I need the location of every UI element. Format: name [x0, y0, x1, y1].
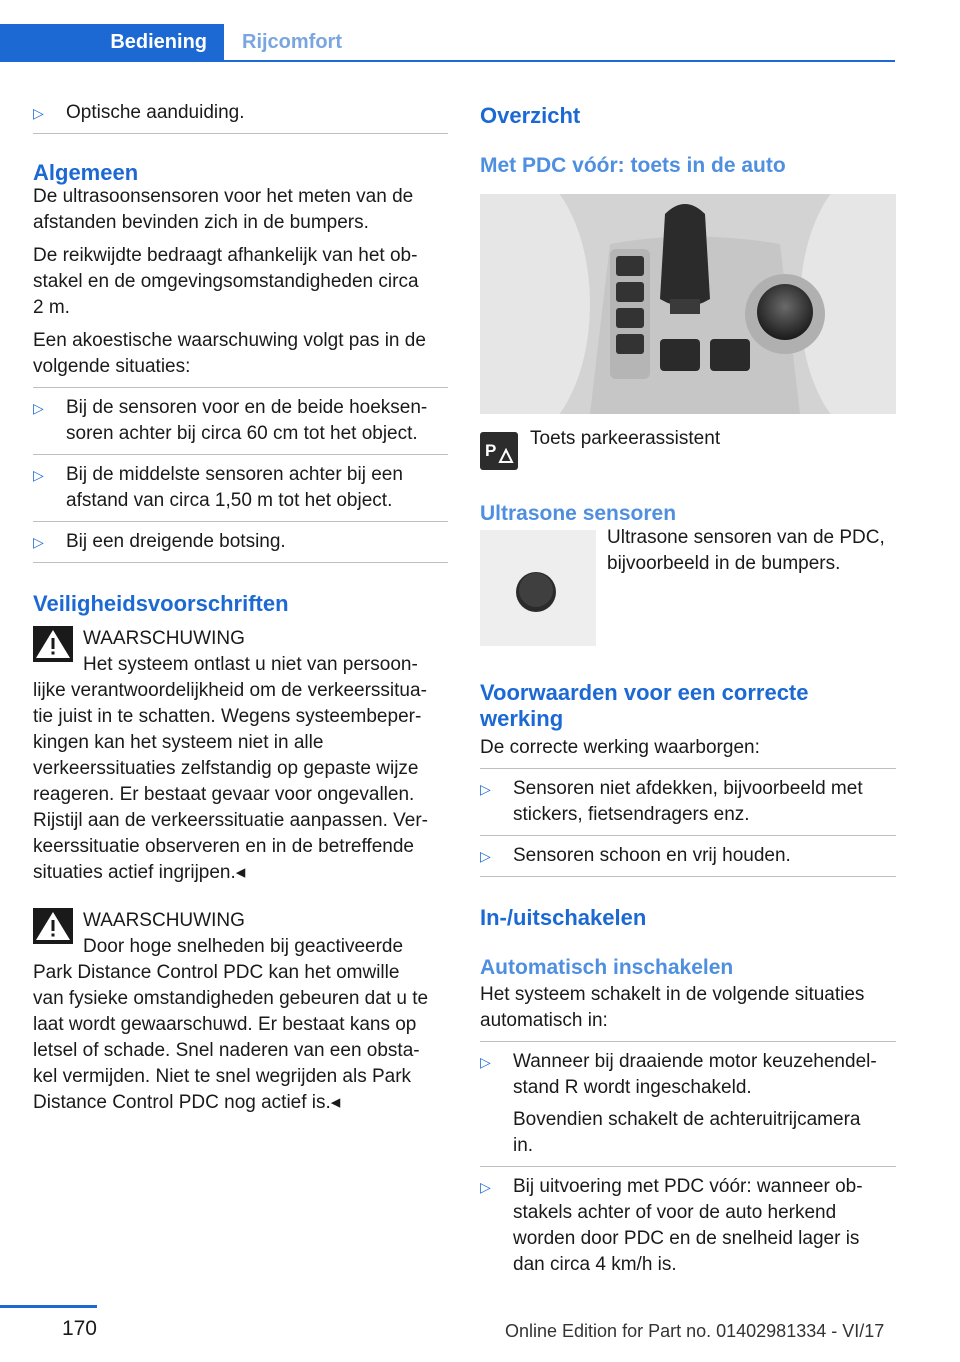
- tab-rijcomfort[interactable]: Rijcomfort: [242, 30, 342, 53]
- heading-algemeen: Algemeen: [33, 160, 139, 185]
- warning-title: WAARSCHUWING: [83, 910, 245, 931]
- bullet-triangle-icon: ▷: [480, 1179, 491, 1195]
- section-tabs: [0, 24, 895, 62]
- left-column: [33, 100, 448, 1116]
- sensor-row: [480, 528, 896, 648]
- bullet-triangle-icon: ▷: [480, 781, 491, 797]
- heading-pdc-toets: Met PDC vóór: toets in de auto: [480, 154, 786, 177]
- bullet-triangle-icon: ▷: [480, 848, 491, 864]
- page-number: 170: [61, 1317, 97, 1340]
- park-assist-icon: [480, 432, 518, 470]
- divider: [480, 835, 896, 836]
- bullet-triangle-icon: ▷: [33, 467, 44, 483]
- paragraph: De reikwijdte bedraagt afhankelijk van het ob- stakel en de omgevingsomstandigheden circa 2 m.: [33, 245, 419, 318]
- warning-text: Park Distance Control PDC kan het omwille van fysieke omstandigheden gebeuren dat u te laat wordt gewaarschuwd. Er bestaat kans op letsel of schade. Snel naderen van een obsta- kel vermijden. Niet te snel wegrijden als Park Distance Control PDC nog actief is.◂: [33, 962, 429, 1113]
- heading-veiligheidsvoorschriften: Veiligheidsvoorschriften: [33, 591, 289, 616]
- list-item: ▷ Sensoren niet afdekken, bijvoorbeeld met stickers, fietsendragers enz.: [480, 778, 863, 825]
- heading-in-uitschakelen: In-/uitschakelen: [480, 905, 647, 930]
- sensor-description: Ultrasone sensoren van de PDC, bijvoorbeeld in de bumpers.: [607, 527, 885, 574]
- list-item: ▷ Bij de sensoren voor en de beide hoeksen- soren achter bij circa 60 cm tot het object.: [33, 397, 428, 444]
- list-item: ▷ Sensoren schoon en vrij houden.: [480, 843, 896, 869]
- warning-triangle-icon: [33, 908, 73, 944]
- warning-title: WAARSCHUWING: [83, 628, 245, 649]
- warning-block: WAARSCHUWING Door hoge snelheden bij geactiveerde Park Distance Control PDC kan het omwille van fysieke omstandigheden gebeuren dat u te laat wordt gewaarschuwd. Er bestaat kans op letsel of schade. Snel naderen van een obsta- kel vermijden. Niet te snel wegrijden als Park Distance Control PDC nog actief is.◂: [33, 908, 448, 1116]
- gear-selector-illustration: [480, 194, 896, 414]
- tab-underline: [0, 60, 895, 62]
- paragraph: Een akoestische waarschuwing volgt pas in de volgende situaties:: [33, 330, 426, 377]
- divider: [33, 562, 448, 563]
- toets-row: [480, 428, 896, 472]
- toets-label: Toets parkeerassistent: [530, 428, 721, 449]
- list-item: ▷ Optische aanduiding.: [33, 100, 448, 126]
- divider: [480, 1166, 896, 1167]
- paragraph: De correcte werking waarborgen:: [480, 737, 760, 758]
- paragraph: Het systeem schakelt in de volgende situaties automatisch in:: [480, 984, 865, 1031]
- warning-triangle-icon: [33, 626, 73, 662]
- heading-automatisch-inschakelen: Automatisch inschakelen: [480, 956, 734, 979]
- divider: [33, 521, 448, 522]
- bullet-triangle-icon: ▷: [33, 400, 44, 416]
- tab-bediening[interactable]: Bediening: [0, 24, 224, 60]
- sensor-image: [480, 530, 596, 646]
- warning-text: lijke verantwoordelijkheid om de verkeerssitua- tie juist in te schatten. Wegens systeembeper- kingen kan het systeem niet in alle verkeerssituaties zelfstandig op gepaste wijze reageren. Er bestaat gevaar voor ongevallen. Rijstijl aan de verkeerssituatie aanpassen. Ver- keerssituatie observeren en in de betreffende situaties actief ingrijpen.◂: [33, 680, 428, 883]
- bullet-triangle-icon: ▷: [480, 1054, 491, 1070]
- heading-voorwaarden: Voorwaarden voor een correcte werking: [480, 680, 809, 731]
- list-item: ▷ Bij een dreigende botsing.: [33, 529, 448, 555]
- bullet-triangle-icon: ▷: [33, 534, 44, 550]
- divider: [33, 387, 448, 388]
- heading-ultrasone-sensoren: Ultrasone sensoren: [480, 502, 677, 525]
- heading-overzicht: Overzicht: [480, 103, 581, 128]
- list-item: ▷ Wanneer bij draaiende motor keuzehendel- stand R wordt ingeschakeld.: [480, 1051, 877, 1098]
- bullet-triangle-icon: ▷: [33, 105, 44, 121]
- list-item: ▷ Bij de middelste sensoren achter bij een afstand van circa 1,50 m tot het object.: [33, 464, 403, 511]
- console-photo: [480, 194, 896, 414]
- warning-block: WAARSCHUWING Het systeem ontlast u niet van persoon- lijke verantwoordelijkheid om de verkeerssitua- tie juist in te schatten. Wegens systeembeper- kingen kan het systeem niet in alle verkeerssituaties zelfstandig op gepaste wijze reageren. Er bestaat gevaar voor ongevallen. Rijstijl aan de verkeerssituatie aanpassen. Ver- keerssituatie observeren en in de betreffende situaties actief ingrijpen.◂: [33, 626, 448, 886]
- svg-text:P: P: [485, 441, 497, 460]
- edition-info: Online Edition for Part no. 01402981334 - VI/17: [505, 1321, 885, 1341]
- paragraph: De ultrasoonsensoren voor het meten van de afstanden bevinden zich in de bumpers.: [33, 186, 414, 233]
- divider: [33, 133, 448, 134]
- right-column: [480, 100, 896, 1278]
- footer-line: [0, 1305, 97, 1308]
- divider: [480, 876, 896, 877]
- divider: [480, 768, 896, 769]
- paragraph: Bovendien schakelt de achteruitrijcamera in.: [513, 1109, 861, 1156]
- divider: [480, 1041, 896, 1042]
- divider: [33, 454, 448, 455]
- list-item: ▷ Bij uitvoering met PDC vóór: wanneer ob- stakels achter of voor de auto herkend worden door PDC en de snelheid lager is dan circa 4 km/h is.: [480, 1176, 863, 1275]
